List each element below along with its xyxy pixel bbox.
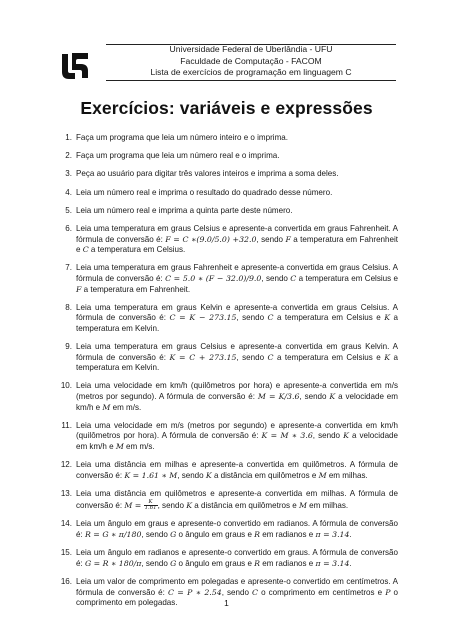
exercise-text: Leia uma distância em milhas e apresente-a convertida em quilômetros. A fórmula de conversão é: K = 1.61 ∗ M, sendo K a distância em quilômetros e M em milhas. [76, 460, 398, 480]
math-expression: F = C ∗(9.0/5.0) +32.0 [165, 234, 257, 244]
exercise-item [58, 224, 398, 256]
exercise-item [58, 342, 398, 374]
exercise-text: Leia uma temperatura em graus Celsius e apresente-a convertida em graus Fahrenheit. A fórmula de conversão é: F = C ∗(9.0/5.0) +32.0, sendo F a temperatura em Fahrenheit e C a temperatura em Celsius. [76, 223, 398, 255]
page-title: Exercícios: variáveis e expressões [80, 98, 373, 118]
exercise-item [58, 460, 398, 481]
university-logo [59, 50, 91, 82]
exercise-number: 16. [60, 576, 72, 586]
math-expression: R [254, 529, 261, 539]
exercise-text: Leia uma temperatura em graus Fahrenheit e apresente-a convertida em graus Celsius. A fórmula de conversão é: C = 5.0 ∗ (F − 32.0)/9.0, sendo C a temperatura em Celsius e F a temperatura em Fahrenheit. [76, 263, 398, 294]
exercise-number: 14. [60, 519, 72, 529]
exercise-number: 3. [65, 169, 72, 179]
exercise-number: 7. [65, 263, 72, 273]
math-expression: M = [124, 500, 142, 510]
exercise-text: Leia uma velocidade em m/s (metros por segundo) e apresente-a convertida em km/h (quilômetros por hora). A fórmula de conversão é: K = M ∗ 3.6, sendo K a velocidade em km/h e M em m/s. [76, 420, 398, 451]
exercise-item [58, 381, 398, 413]
math-expression: K = M ∗ 3.6 [261, 431, 313, 441]
exercise-text: Leia um ângulo em graus e apresente-o convertido em radianos. A fórmula de conversão é: R = G ∗ π/180, sendo G o ângulo em graus e R em radianos e π = 3.14. [76, 519, 398, 539]
math-expression: M = K/3.6 [257, 392, 300, 402]
math-expression: π = 3.14 [315, 529, 350, 539]
exercise-number: 13. [60, 488, 72, 498]
math-expression: G = R ∗ 180/π [84, 558, 142, 568]
exercise-number: 6. [65, 223, 72, 233]
math-expression: C [290, 273, 297, 283]
math-expression: K [186, 500, 193, 510]
math-expression: M [318, 470, 327, 480]
math-expression: K [384, 352, 391, 362]
exercise-number: 8. [65, 302, 72, 312]
exercise-number: 11. [61, 420, 72, 430]
math-expression: R = G ∗ π/180 [84, 529, 142, 539]
exercise-item [58, 133, 398, 144]
exercise-item [58, 263, 398, 295]
exercise-text: Faça um programa que leia um número inteiro e o imprima. [76, 133, 288, 142]
exercise-text: Leia um número real e imprima a quinta parte deste número. [76, 205, 293, 215]
math-expression: π = 3.14 [315, 558, 350, 568]
exercise-number: 10. [60, 381, 72, 391]
exercise-text: Peça ao usuário para digitar três valores inteiros e imprima a soma deles. [76, 169, 339, 179]
math-expression: M [298, 500, 307, 510]
math-expression: G [170, 529, 177, 539]
exercise-item [58, 519, 398, 540]
header-list-title: Lista de exercícios de programação em linguagem C [150, 67, 352, 77]
math-expression: C = K − 273.15 [169, 313, 237, 323]
header-university: Universidade Federal de Uberlândia - UFU [169, 44, 333, 54]
math-expression: C [267, 313, 274, 323]
exercise-number: 5. [65, 205, 72, 215]
math-expression: K = 1.61 ∗ M [124, 470, 178, 480]
exercise-item [58, 206, 398, 217]
exercise-text: Leia uma velocidade em km/h (quilômetros por hora) e apresente-a convertida em m/s (metros por segundo). A fórmula de conversão é: M = K/3.6, sendo K a velocidade em km/h e M em m/s. [76, 381, 398, 412]
math-expression: K [384, 313, 391, 323]
math-expression: K = C + 273.15 [169, 352, 237, 362]
exercise-item [58, 303, 398, 335]
exercise-item [58, 169, 398, 180]
math-expression: F [76, 284, 82, 294]
header-faculty: Faculdade de Computação - FACOM [180, 55, 322, 66]
exercise-number: 2. [65, 151, 72, 161]
exercise-item [58, 548, 398, 569]
exercise-item [58, 188, 398, 199]
exercise-text: Leia uma temperatura em graus Kelvin e apresente-a convertida em graus Celsius. A fórmula de conversão é: C = K − 273.15, sendo C a temperatura em Celsius e K a temperatura em Kelvin. [76, 302, 398, 333]
exercise-item [58, 421, 398, 453]
math-expression: M [102, 402, 111, 412]
exercise-number: 9. [65, 342, 72, 352]
exercise-text: Leia uma temperatura em graus Celsius e apresente-a convertida em graus Kelvin. A fórmula de conversão é: K = C + 273.15, sendo C a temperatura em Celsius e K a temperatura em Kelvin. [76, 342, 398, 373]
math-expression: C [267, 352, 274, 362]
exercise-number: 15. [60, 548, 72, 558]
math-fraction: $\frac{K}{1.61}$ [144, 498, 157, 512]
exercise-item [58, 489, 398, 512]
math-expression: K [205, 470, 212, 480]
exercise-number: 1. [65, 133, 72, 142]
math-expression: R [254, 558, 261, 568]
institution-header [106, 44, 396, 79]
exercise-text: Leia um valor de comprimento em polegadas e apresente-o convertido em centímetros. A fórmula de conversão é: C = P ∗ 2.54, sendo C o comprimento em centímetros e P o comprimento em polegadas. [76, 576, 398, 608]
exercise-text: Leia um número real e imprima o resultado do quadrado desse número. [76, 187, 333, 197]
math-expression: C [252, 587, 258, 597]
math-expression: K [343, 431, 349, 441]
math-expression: C [82, 245, 89, 255]
exercise-number: 4. [65, 187, 72, 197]
exercise-item [58, 151, 398, 162]
math-expression: K [329, 392, 336, 402]
math-expression: P [385, 587, 391, 597]
page-number: 1 [224, 598, 229, 608]
math-expression: M [115, 442, 124, 451]
exercise-number: 12. [60, 460, 72, 470]
math-expression: C = P ∗ 2.54 [167, 587, 222, 597]
math-expression: C = 5.0 ∗ (F − 32.0)/9.0 [165, 273, 262, 283]
exercise-text: Leia uma distância em quilômetros e apresente-a convertida em milhas. A fórmula de conversão é: M = $\frac{K}{1.61}$ , sendo K a distância em quilômetros e M em milhas. [76, 488, 398, 512]
exercise-list [58, 133, 398, 616]
exercise-text: Faça um programa que leia um número real e o imprima. [76, 151, 280, 161]
header-rule-bottom [106, 80, 396, 81]
math-expression: G [170, 558, 177, 568]
math-expression: F [285, 234, 291, 244]
exercise-text: Leia um ângulo em radianos e apresente-o convertido em graus. A fórmula de conversão é: G = R ∗ 180/π, sendo G o ângulo em graus e R em radianos e π = 3.14. [76, 548, 398, 568]
